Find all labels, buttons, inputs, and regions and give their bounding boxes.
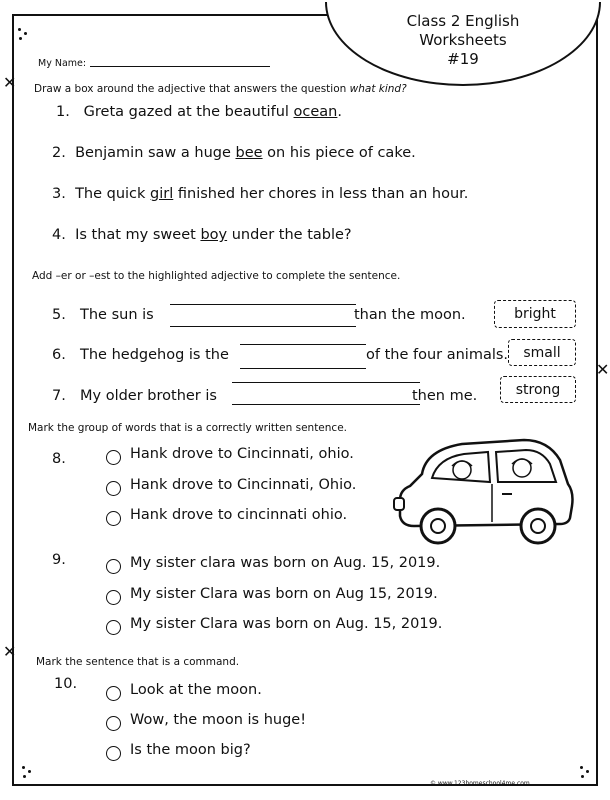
radio-q8-b[interactable] [106,481,121,496]
question-5-after: than the moon. [354,307,466,323]
question-10-number: 10. [54,676,78,692]
question-6-after: of the four animals. [366,347,509,363]
radio-q9-a[interactable] [106,559,121,574]
answer-blank-7[interactable] [232,404,420,405]
title-line-1: Class 2 English [406,12,520,30]
sparkle-icon: ✕ [3,73,17,92]
question-3: 3. The quick girl finished her chores in less than an hour. [52,186,469,202]
option-q9-b: My sister Clara was born on Aug 15, 2019. [130,586,438,602]
word-box-bright: bright [494,300,576,328]
question-8-number: 8. [52,451,66,467]
option-q10-a: Look at the moon. [130,682,262,698]
radio-q10-b[interactable] [106,716,121,731]
answer-blank-5[interactable] [170,326,356,327]
sparkle-icon: ✕ [596,360,610,379]
radio-q8-c[interactable] [106,511,121,526]
option-q9-c: My sister Clara was born on Aug. 15, 2019. [130,616,443,632]
option-q8-a: Hank drove to Cincinnati, ohio. [130,446,354,462]
answer-blank-6[interactable] [240,368,366,369]
radio-q8-a[interactable] [106,450,121,465]
word-box-small: small [508,339,576,366]
question-1: 1. Greta gazed at the beautiful ocean. [56,104,342,120]
question-5-before: The sun is [80,307,154,323]
worksheet-title [370,12,556,69]
name-label: My Name: [38,58,87,69]
section1-instruction: Draw a box around the adjective that answers the question what kind? [34,83,407,95]
radio-q9-b[interactable] [106,590,121,605]
question-6-number: 6. [52,347,66,363]
sparkle-icon: ✕ [3,642,17,661]
section3-instruction: Mark the group of words that is a correctly written sentence. [28,422,347,434]
footer-copyright: © www.123homeschool4me.com [430,780,530,787]
option-q9-a: My sister clara was born on Aug. 15, 2019. [130,555,441,571]
radio-q10-c[interactable] [106,746,121,761]
word-box-strong: strong [500,376,576,403]
option-q8-c: Hank drove to cincinnati ohio. [130,507,348,523]
radio-q9-c[interactable] [106,620,121,635]
car-illustration [392,432,582,552]
question-7-after: then me. [412,388,478,404]
section4-instruction: Mark the sentence that is a command. [36,656,240,668]
question-7-number: 7. [52,388,66,404]
option-q8-b: Hank drove to Cincinnati, Ohio. [130,477,357,493]
title-line-2: Worksheets [419,31,507,49]
answer-blank-7[interactable] [232,382,420,383]
question-4: 4. Is that my sweet boy under the table? [52,227,352,243]
section2-instruction: Add –er or –est to the highlighted adjective to complete the sentence. [32,270,401,282]
answer-blank-5[interactable] [170,304,356,305]
answer-blank-6[interactable] [240,344,366,345]
question-7-before: My older brother is [80,388,217,404]
name-input-line[interactable] [90,66,270,67]
question-5-number: 5. [52,307,66,323]
question-9-number: 9. [52,552,66,568]
option-q10-c: Is the moon big? [130,742,251,758]
option-q10-b: Wow, the moon is huge! [130,712,307,728]
question-6-before: The hedgehog is the [80,347,229,363]
radio-q10-a[interactable] [106,686,121,701]
title-line-3: #19 [447,50,479,68]
question-2: 2. Benjamin saw a huge bee on his piece of cake. [52,145,416,161]
